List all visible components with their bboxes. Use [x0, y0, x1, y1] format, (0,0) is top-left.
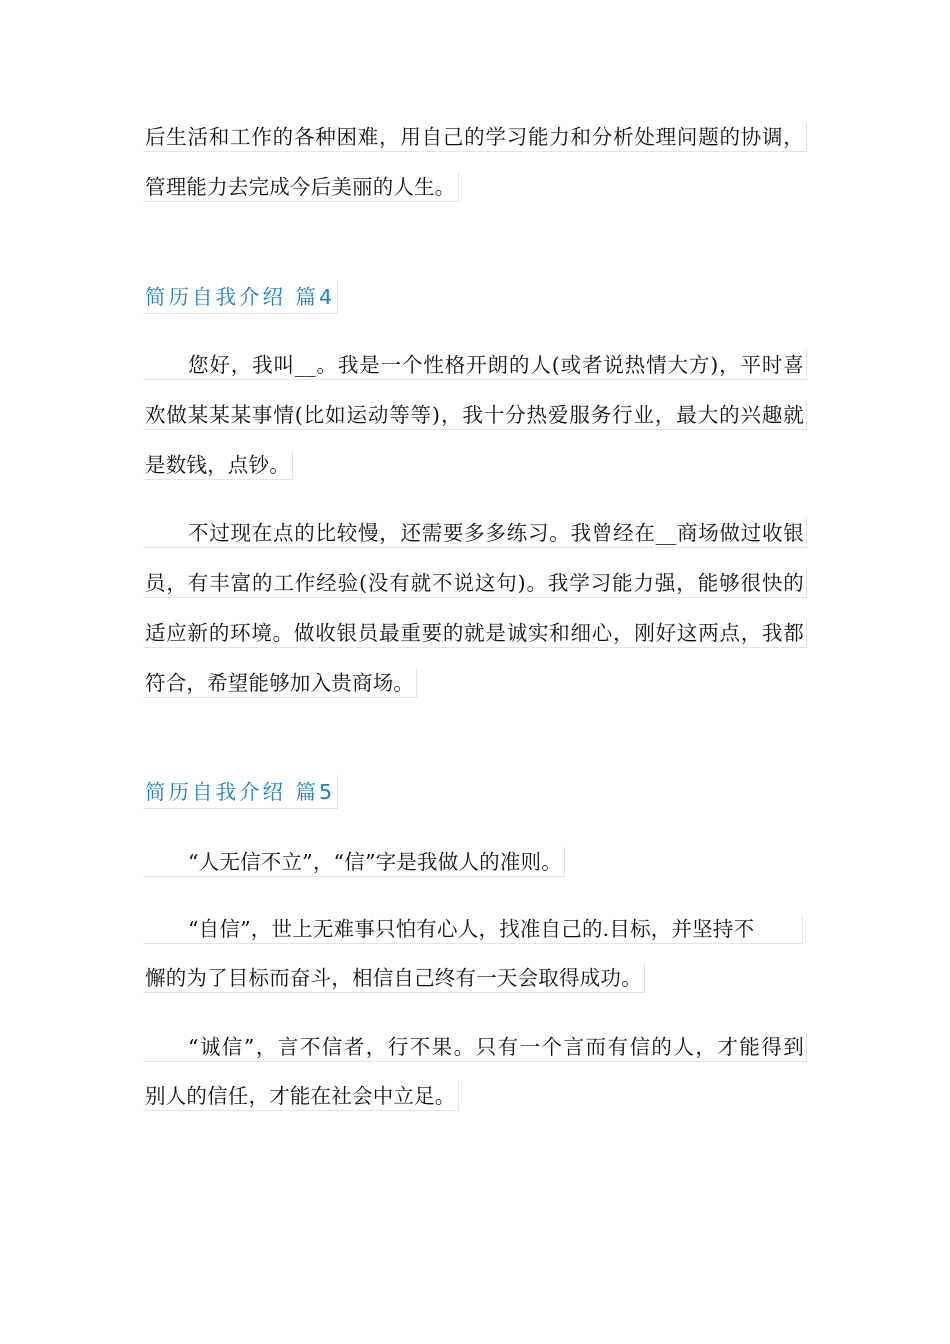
s4-p2-line-3: 适应新的环境。做收银员最重要的就是诚实和细心，刚好这两点，我都	[143, 618, 807, 648]
s5-p3-line-1: “诚信”，言不信者，行不果。只有一个言而有信的人，才能得到	[143, 1032, 807, 1062]
s5-p2-line-2: 懈的为了目标而奋斗，相信自己终有一天会取得成功。	[143, 963, 645, 993]
continuation-line-1: 后生活和工作的各种困难，用自己的学习能力和分析处理问题的协调，	[143, 122, 807, 152]
continuation-line-2: 管理能力去完成今后美丽的人生。	[143, 172, 459, 202]
s4-p2-line-2: 员，有丰富的工作经验(没有就不说这句)。我学习能力强，能够很快的	[143, 568, 807, 598]
s4-p1-line-1: 您好，我叫__。我是一个性格开朗的人(或者说热情大方)，平时喜	[143, 350, 807, 380]
s4-p1-line-2: 欢做某某某事情(比如运动等等)，我十分热爱服务行业，最大的兴趣就	[143, 400, 807, 430]
s4-p1-line-3: 是数钱，点钞。	[143, 450, 293, 480]
section-4-heading: 简历自我介绍 篇4	[143, 280, 338, 314]
s4-p2-line-4: 符合，希望能够加入贵商场。	[143, 668, 417, 698]
s4-p2-line-1: 不过现在点的比较慢，还需要多多练习。我曾经在__商场做过收银	[143, 518, 807, 548]
s5-p2-line-1: “自信”，世上无难事只怕有心人，找准自己的.目标，并坚持不	[143, 914, 803, 944]
s5-p3-line-2: 别人的信任，才能在社会中立足。	[143, 1081, 459, 1111]
section-5-heading: 简历自我介绍 篇5	[143, 775, 338, 809]
s5-p1-line-1: “人无信不立”，“信”字是我做人的准则。	[143, 847, 565, 877]
